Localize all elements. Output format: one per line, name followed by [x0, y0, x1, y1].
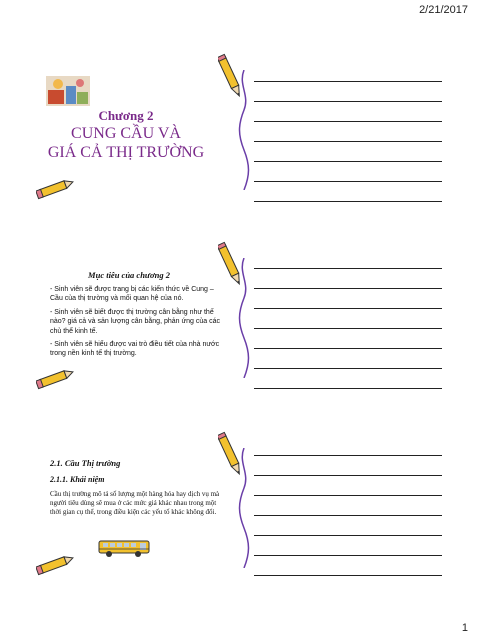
header-date: 2/21/2017	[419, 4, 468, 16]
objective-item: - Sinh viên sẽ được trang bị các kiến thức về Cung – Cầu của thị trường và mối quan hệ của nó.	[50, 286, 214, 303]
squiggle-border-icon	[238, 448, 250, 568]
note-line	[254, 201, 442, 202]
note-line	[254, 575, 442, 576]
squiggle-border-icon	[238, 258, 250, 378]
note-line	[254, 101, 442, 102]
section-subheading: 2.1.1. Khái niệm	[50, 475, 105, 484]
note-line	[254, 288, 442, 289]
note-line	[254, 388, 442, 389]
definition-text: Cầu thị trường mô tả số lượng một hàng hóa hay dịch vụ mà người tiêu dùng sẽ mua ở các mức giá khác nhau trong một thời gian cụ thể, trong điều kiện các yếu tố khác không đổi.	[50, 490, 220, 517]
note-line	[254, 181, 442, 182]
pencil-icon	[36, 552, 76, 576]
note-line	[254, 308, 442, 309]
slide-3	[36, 430, 232, 578]
note-line	[254, 161, 442, 162]
slide-1	[36, 52, 232, 200]
note-line	[254, 121, 442, 122]
objective-item: - Sinh viên sẽ biết được thị trường cân bằng như thế nào? giá cả và sản lượng cân bằng, phản ứng của các chủ thể kinh tế.	[50, 308, 221, 335]
chapter-title-line-1: CUNG CẦU VÀ	[71, 125, 181, 142]
page-number: 1	[461, 622, 468, 634]
pencil-icon	[36, 176, 76, 200]
chapter-label: Chương 2	[98, 108, 154, 123]
section-heading: 2.1. Cầu Thị trường	[50, 458, 121, 468]
market-photo-icon	[46, 76, 90, 106]
note-line	[254, 328, 442, 329]
slide-heading: Mục tiêu của chương 2	[88, 270, 170, 280]
note-line	[254, 535, 442, 536]
note-line	[254, 348, 442, 349]
chapter-title-line-2: GIÁ CẢ THỊ TRƯỜNG	[47, 144, 205, 161]
note-line	[254, 368, 442, 369]
pencil-icon	[36, 366, 76, 390]
note-line	[254, 81, 442, 82]
squiggle-border-icon	[238, 70, 250, 190]
note-line	[254, 475, 442, 476]
note-line	[254, 268, 442, 269]
objectives-list	[50, 285, 228, 363]
objective-item: - Sinh viên sẽ hiểu được vai trò điều tiết của nhà nước trong nền kinh tế thị trường.	[50, 341, 220, 358]
slide-2	[36, 240, 232, 388]
note-line	[254, 555, 442, 556]
note-line	[254, 515, 442, 516]
chapter-title	[36, 124, 216, 162]
note-line	[254, 495, 442, 496]
note-line	[254, 141, 442, 142]
note-line	[254, 455, 442, 456]
school-bus-icon	[98, 538, 152, 558]
